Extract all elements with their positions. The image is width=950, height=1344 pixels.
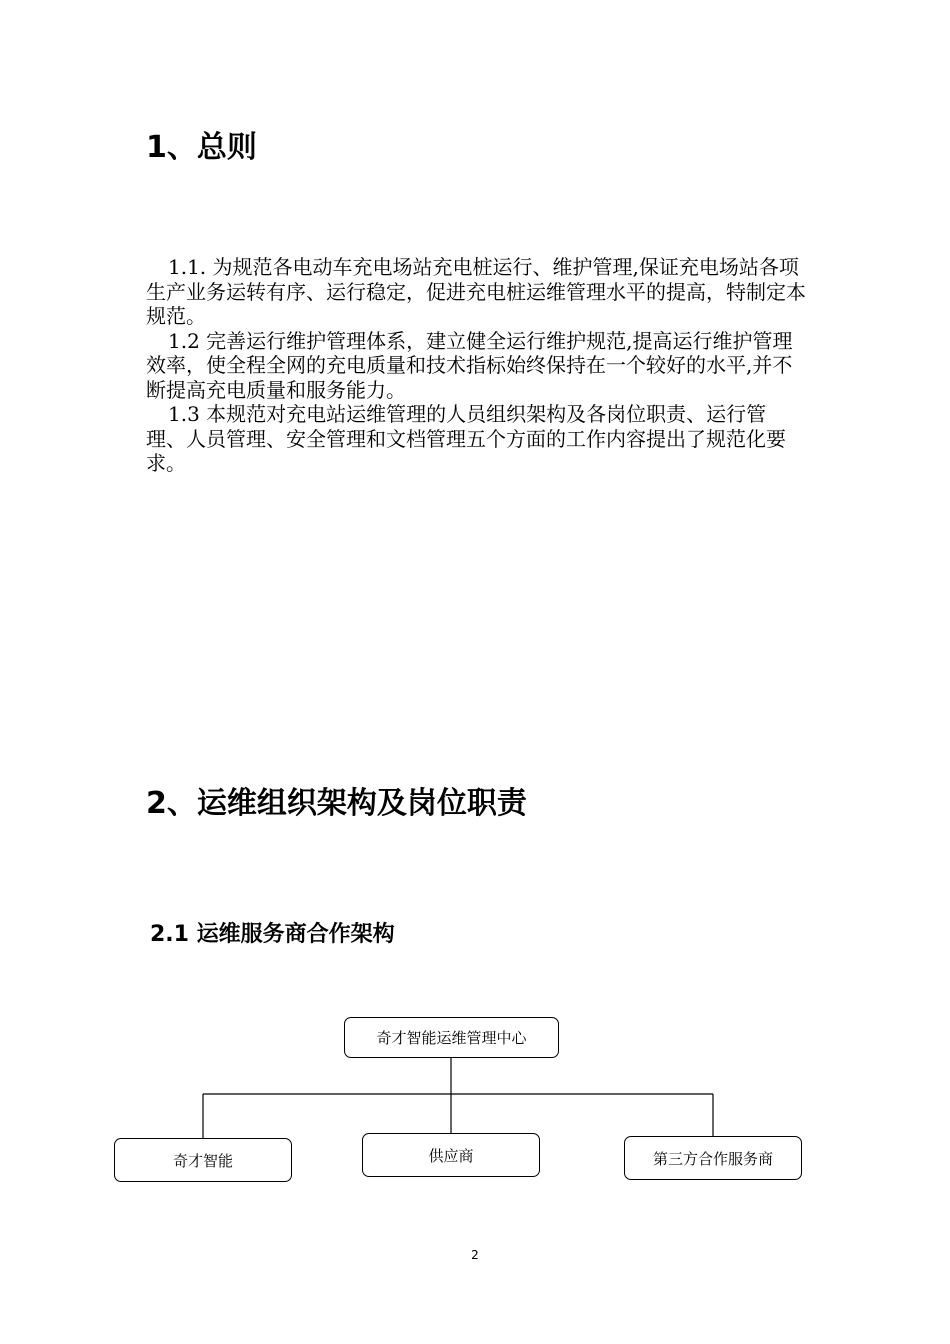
- paragraph-1-2: 1.2 完善运行维护管理体系，建立健全运行维护规范,提高运行维护管理效率，使全程全网的充电质量和技术指标始终保持在一个较好的水平,并不断提高充电质量和服务能力。: [146, 328, 793, 402]
- subsection-heading: 2.1 运维服务商合作架构: [150, 922, 395, 947]
- section-heading-org: 2、运维组织架构及岗位职责: [146, 786, 527, 821]
- section-heading-general: 1、总则: [146, 130, 257, 165]
- org-child-box: 供应商: [362, 1133, 540, 1177]
- paragraph-1-3: 1.3 本规范对充电站运维管理的人员组织架构及各岗位职责、运行管理、人员管理、安全管理和文档管理五个方面的工作内容提出了规范化要求。: [146, 402, 786, 475]
- org-root-box: 奇才智能运维管理中心: [344, 1017, 559, 1058]
- org-child-box: 第三方合作服务商: [624, 1136, 802, 1180]
- paragraph-1-1: 1.1. 为规范各电动车充电场站充电桩运行、维护管理,保证充电场站各项生产业务运转有序、运行稳定，促进充电桩运维管理水平的提高，特制定本规范。: [146, 255, 806, 328]
- page-number: 2: [471, 1248, 479, 1262]
- org-child-box: 奇才智能: [114, 1138, 292, 1182]
